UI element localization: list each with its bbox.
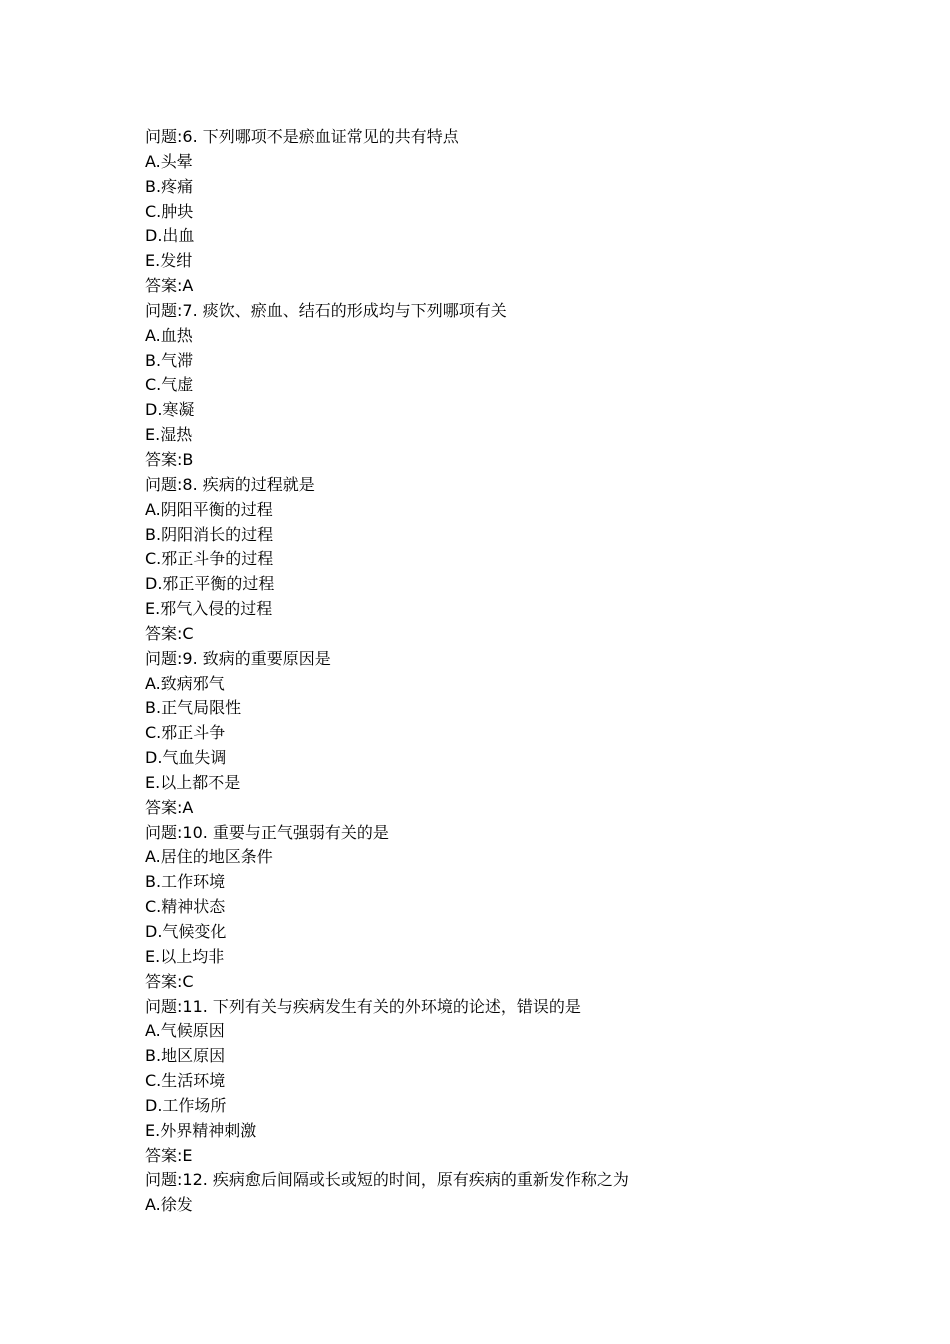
answer: 答案:E xyxy=(145,1145,193,1165)
answer: 答案:B xyxy=(145,449,194,469)
answer: 答案:A xyxy=(145,276,194,296)
option-a: A.头晕 xyxy=(145,151,193,171)
question-title: 问题:6. 下列哪项不是瘀血证常见的共有特点 xyxy=(145,127,459,146)
question-title: 问题:8. 疾病的过程就是 xyxy=(145,474,315,494)
option-b: B.工作环境 xyxy=(145,872,226,892)
option-c: C.邪正斗争 xyxy=(145,723,226,743)
option-b: B.地区原因 xyxy=(145,1046,226,1066)
option-b: B.疼痛 xyxy=(145,176,194,196)
option-d: D.气候变化 xyxy=(145,922,227,941)
option-c: C.生活环境 xyxy=(145,1071,226,1091)
option-c: C.精神状态 xyxy=(145,897,226,917)
option-d: D.气血失调 xyxy=(145,748,227,768)
option-a: A.居住的地区条件 xyxy=(145,847,273,867)
option-e: E.邪气入侵的过程 xyxy=(145,599,273,619)
option-e: E.外界精神刺激 xyxy=(145,1120,257,1140)
option-a: A.阴阳平衡的过程 xyxy=(145,499,273,519)
option-d: D.寒凝 xyxy=(145,400,195,420)
option-d: D.出血 xyxy=(145,226,195,246)
option-d: D.邪正平衡的过程 xyxy=(145,574,275,594)
question-title: 问题:9. 致病的重要原因是 xyxy=(145,648,331,668)
option-c: C.邪正斗争的过程 xyxy=(145,549,274,569)
option-b: B.阴阳消长的过程 xyxy=(145,524,274,544)
option-a: A.气候原因 xyxy=(145,1021,225,1041)
option-d: D.工作场所 xyxy=(145,1095,227,1115)
option-b: B.正气局限性 xyxy=(145,698,242,718)
question-title: 问题:11. 下列有关与疾病发生有关的外环境的论述，错误的是 xyxy=(145,996,581,1016)
answer: 答案:C xyxy=(145,623,194,643)
option-e: E.以上均非 xyxy=(145,946,225,966)
option-c: C.肿块 xyxy=(145,201,194,221)
option-a: A.徐发 xyxy=(145,1195,193,1215)
option-c: C.气虚 xyxy=(145,375,194,395)
option-e: E.湿热 xyxy=(145,425,193,445)
question-title: 问题:7. 痰饮、瘀血、结石的形成均与下列哪项有关 xyxy=(145,300,507,320)
answer: 答案:A xyxy=(145,797,194,817)
option-e: E.以上都不是 xyxy=(145,772,241,792)
question-title: 问题:12. 疾病愈后间隔或长或短的时间，原有疾病的重新发作称之为 xyxy=(145,1170,629,1190)
option-b: B.气滞 xyxy=(145,350,194,370)
option-a: A.血热 xyxy=(145,325,193,345)
option-e: E.发绀 xyxy=(145,251,193,271)
answer: 答案:C xyxy=(145,971,194,991)
question-document xyxy=(145,125,905,1218)
question-title: 问题:10. 重要与正气强弱有关的是 xyxy=(145,822,389,842)
option-a: A.致病邪气 xyxy=(145,673,225,693)
